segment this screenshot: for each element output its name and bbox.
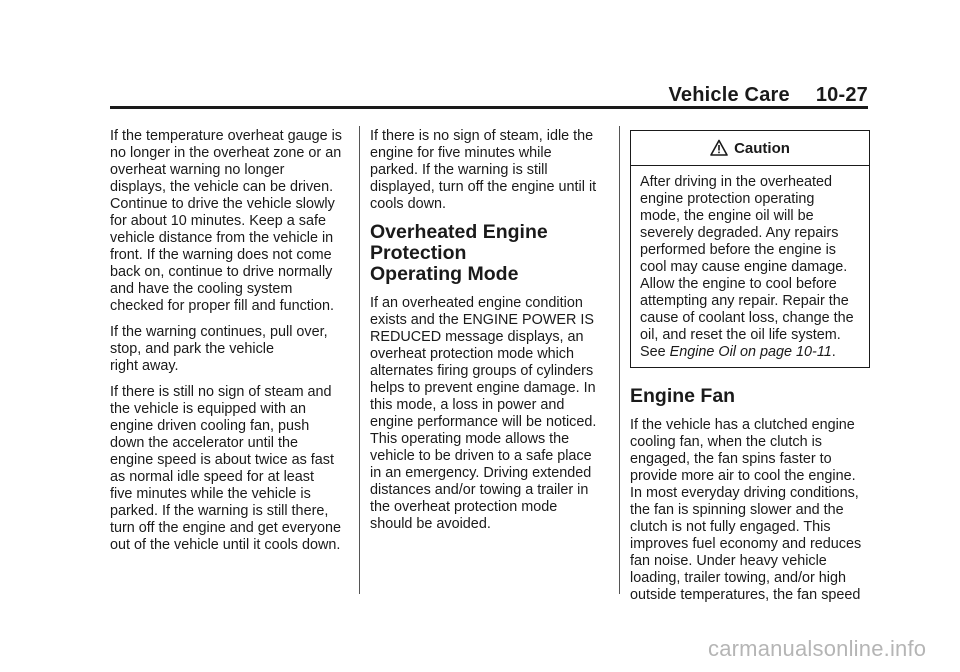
header-rule — [110, 106, 868, 109]
section-heading: Engine Fan — [630, 385, 736, 407]
caution-body — [631, 166, 869, 367]
paragraph: If an overheated engine condition exists and the ENGINE POWER IS REDUCED message displays, an overheat protection mode which alternates firing groups of cylinders helps to prevent engine damage. In this mode, a loss in power and engine performance will be noticed. This operating mode allows the vehicle to be driven to a safe place in an emergency. Driving extended distances and/or towing a trailer in the overheat protection mode should be avoided. — [370, 295, 597, 532]
cross-reference-link[interactable]: Engine Oil on page 10-11 — [669, 344, 832, 360]
caution-text-main: After driving in the overheated engine protection operating mode, the engine oil will be severely degraded. Any repairs performed before the engine is cool may cause engine damage. Allow the engine to cool before attempting any repair. Repair the cause of coolant loss, change the oil, and reset the oil life system. See — [640, 174, 854, 360]
column-3 — [630, 128, 870, 613]
page-header — [110, 84, 868, 107]
caution-header — [631, 131, 869, 166]
caution-box — [630, 130, 870, 368]
column-1 — [110, 128, 352, 563]
paragraph: If there is no sign of steam, idle the engine for five minutes while parked. If the warning is still displayed, turn off the engine until it cools down. — [370, 128, 597, 212]
column-divider — [619, 126, 620, 594]
paragraph: If the vehicle has a clutched engine cooling fan, when the clutch is engaged, the fan spins faster to provide more air to cool the engine. In most everyday driving conditions, the fan is spinning slower and the clutch is not fully engaged. This improves fuel economy and reduces fan noise. Under heavy vehicle loading, trailer towing, and/or high outside temperatures, the fan speed — [630, 417, 862, 603]
paragraph: If the temperature overheat gauge is no longer in the overheat zone or an overheat warning no longer displays, the vehicle can be driven. Continue to drive the vehicle slowly for about 10 minutes. Keep a safe vehicle distance from the vehicle in front. If the warning does not come back on, continue to drive normally and have the cooling system checked for proper fill and function. — [110, 128, 342, 314]
column-divider — [359, 126, 360, 594]
section-heading: Overheated Engine Protection Operating Mode — [370, 221, 548, 285]
column-2 — [370, 128, 608, 542]
section-title: Vehicle Care — [668, 84, 790, 106]
caution-triangle-icon — [710, 139, 728, 157]
watermark: carmanualsonline.info — [708, 636, 927, 661]
page-number: 10-27 — [815, 84, 868, 106]
caution-text — [640, 174, 860, 361]
paragraph: If there is still no sign of steam and the vehicle is equipped with an engine driven cooling fan, push down the accelerator until the engine speed is about twice as fast as normal idle speed for at least five minutes while the vehicle is parked. If the warning is still there, turn off the engine and get everyone out of the vehicle until it cools down. — [110, 384, 341, 553]
paragraph: If the warning continues, pull over, stop, and park the vehicle right away. — [110, 324, 328, 374]
caution-text-end: . — [831, 344, 836, 360]
caution-title: Caution — [734, 139, 790, 157]
